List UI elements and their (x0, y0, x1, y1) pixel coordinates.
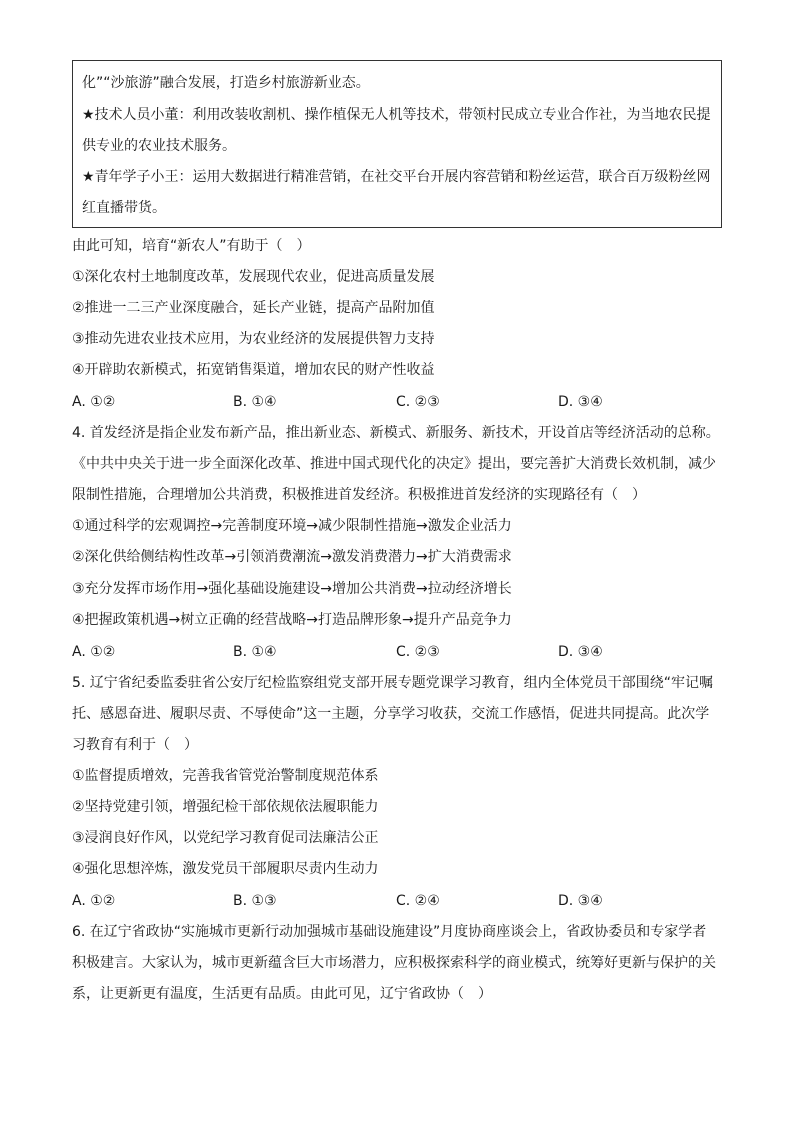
q3-item-2: ②推进一二三产业深度融合，延长产业链，提高产品附加值 (72, 300, 435, 316)
q4-option-b: B. ①④ (233, 644, 277, 660)
q5-item-1: ①监督提质增效，完善我省管党治警制度规范体系 (72, 768, 379, 784)
q4-stem-line-2: 《中共中央关于进一步全面深化改革、推进中国式现代化的决定》提出，要完善扩大消费长效机制，减少 (72, 456, 716, 472)
q6-stem-line-3: 系，让更新更有温度，生活更有品质。由此可见，辽宁省政协（ ） (72, 986, 492, 1002)
q5-stem-line-2: 托、感恩奋进、履职尽责、不辱使命”这一主题，分享学习收获，交流工作感悟，促进共同提高。此次学 (72, 706, 710, 722)
q3-item-1: ①深化农村土地制度改革，发展现代农业，促进高质量发展 (72, 269, 435, 285)
q5-option-d: D. ③④ (558, 893, 603, 909)
q4-stem-line-1: 4. 首发经济是指企业发布新产品，推出新业态、新模式、新服务、新技术，开设首店等经济活动的总称。 (72, 425, 720, 441)
q4-item-3: ③充分发挥市场作用→强化基础设施建设→增加公共消费→拉动经济增长 (72, 581, 512, 597)
q3-stem: 由此可知，培育“新农人”有助于（ ） (72, 238, 311, 254)
q3-option-d: D. ③④ (558, 394, 603, 410)
q4-item-1: ①通过科学的宏观调控→完善制度环境→减少限制性措施→激发企业活力 (72, 518, 512, 534)
q3-option-b: B. ①④ (233, 394, 277, 410)
q5-item-4: ④强化思想淬炼，激发党员干部履职尽责内生动力 (72, 861, 379, 877)
material-line-5: 红直播带货。 (82, 200, 166, 216)
q3-item-4: ④开辟助农新模式，拓宽销售渠道，增加农民的财产性收益 (72, 362, 435, 378)
q6-stem-line-1: 6. 在辽宁省政协“实施城市更新行动加强城市基础设施建设”月度协商座谈会上，省政协委员和专家学者 (72, 924, 707, 940)
q5-stem-line-3: 习教育有利于（ ） (72, 737, 198, 753)
q5-option-c: C. ②④ (396, 893, 440, 909)
q4-item-2: ②深化供给侧结构性改革→引领消费潮流→激发消费潜力→扩大消费需求 (72, 549, 512, 565)
q5-option-a: A. ①② (72, 893, 116, 909)
q5-item-2: ②坚持党建引领，增强纪检干部依规依法履职能力 (72, 799, 379, 815)
q4-option-d: D. ③④ (558, 644, 603, 660)
material-line-1: 化”“沙旅游”融合发展，打造乡村旅游新业态。 (82, 75, 370, 91)
q4-option-a: A. ①② (72, 644, 116, 660)
q5-item-3: ③浸润良好作风，以党纪学习教育促司法廉洁公正 (72, 830, 379, 846)
q3-option-c: C. ②③ (396, 394, 440, 410)
material-line-3: 供专业的农业技术服务。 (82, 138, 236, 154)
q3-item-3: ③推动先进农业技术应用，为农业经济的发展提供智力支持 (72, 331, 435, 347)
q6-stem-line-2: 积极建言。大家认为，城市更新蕴含巨大市场潜力，应积极探索科学的商业模式，统筹好更新与保护的关 (72, 955, 716, 971)
q4-item-4: ④把握政策机遇→树立正确的经营战略→打造品牌形象→提升产品竞争力 (72, 612, 512, 628)
q3-option-a: A. ①② (72, 394, 116, 410)
material-line-2: ★技术人员小董：利用改装收割机、操作植保无人机等技术，带领村民成立专业合作社，为当地农民提 (82, 107, 711, 123)
material-line-4: ★青年学子小王：运用大数据进行精准营销，在社交平台开展内容营销和粉丝运营，联合百万级粉丝网 (82, 169, 711, 185)
q5-option-b: B. ①③ (233, 893, 277, 909)
q4-stem-line-3: 限制性措施，合理增加公共消费，积极推进首发经济。积极推进首发经济的实现路径有（ ） (72, 487, 646, 503)
q5-stem-line-1: 5. 辽宁省纪委监委驻省公安厅纪检监察组党支部开展专题党课学习教育，组内全体党员干部围绕“牢记嘱 (72, 675, 714, 691)
q4-option-c: C. ②③ (396, 644, 440, 660)
